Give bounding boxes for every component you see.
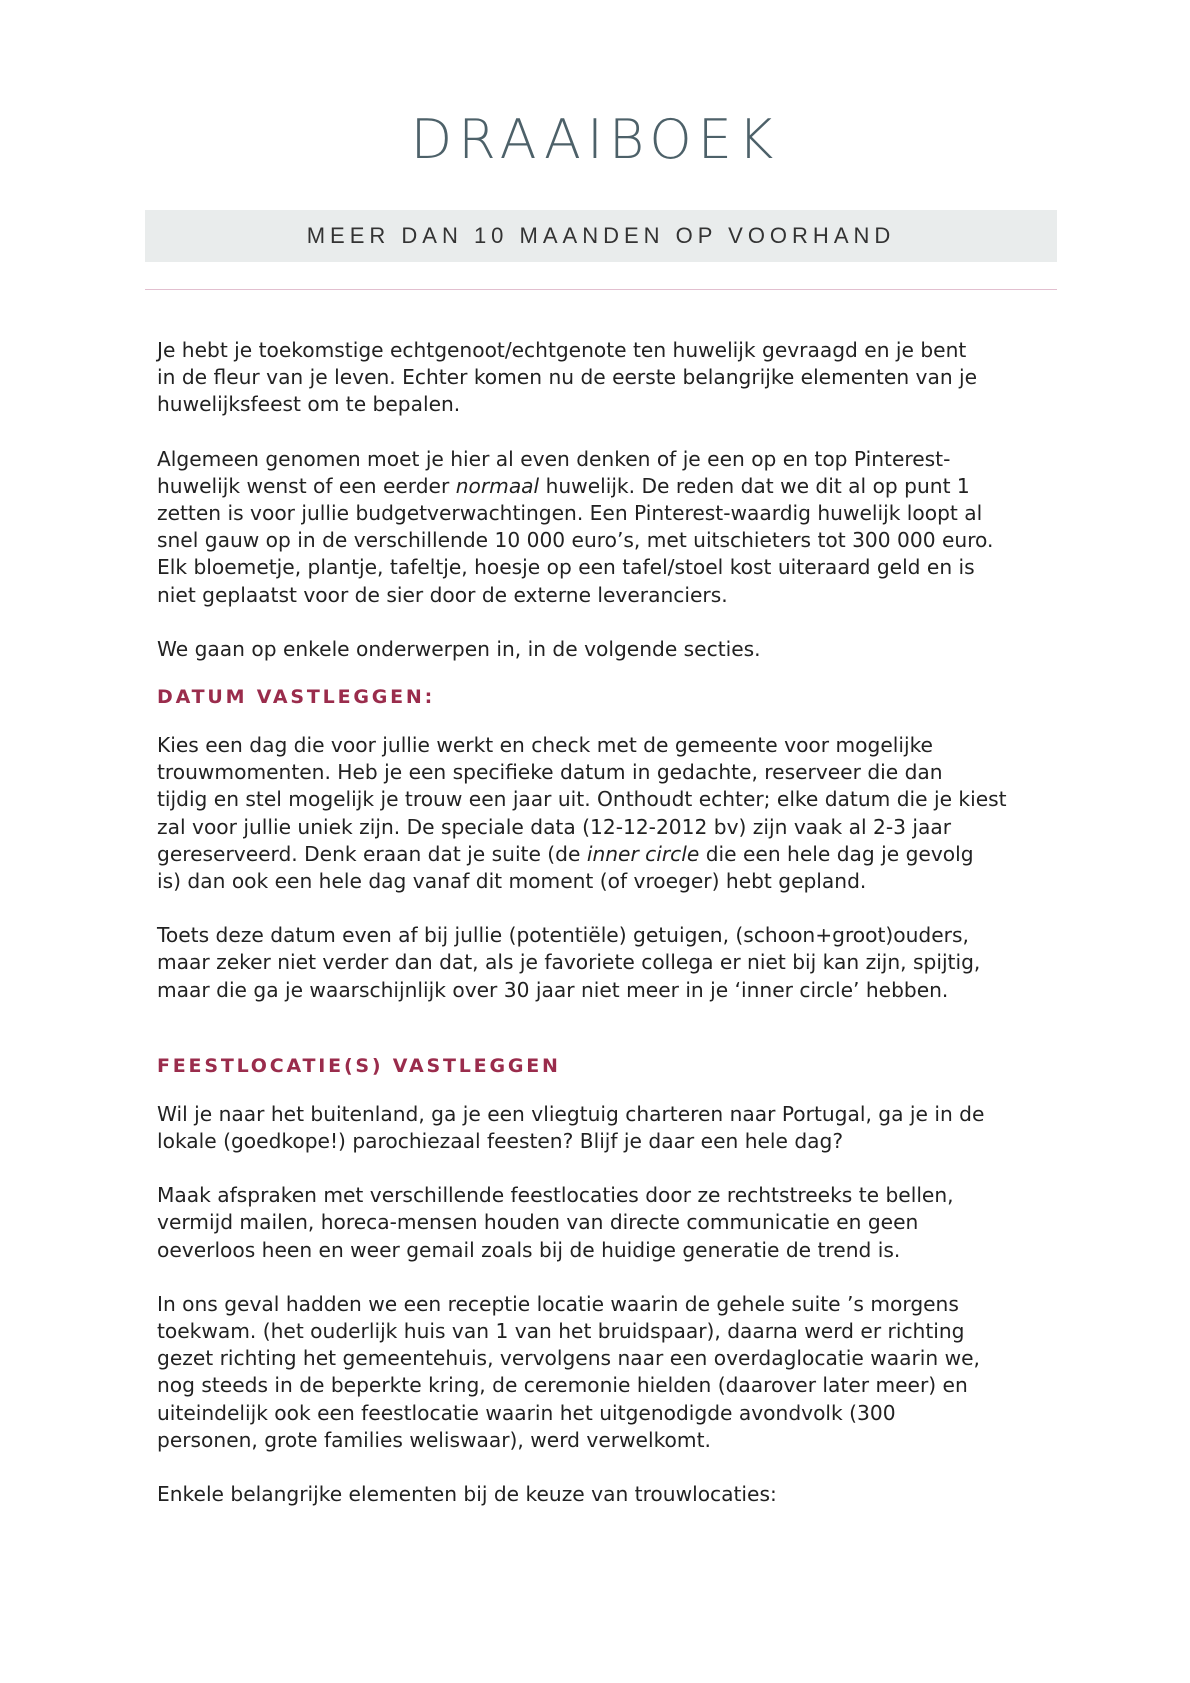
text-line: Wil je naar het buitenland, ga je een vliegtuig charteren naar Portugal, ga je in de <box>157 1101 985 1126</box>
text-line: tijdig en stel mogelijk je trouw een jaar uit. Onthoudt echter; elke datum die je kiest <box>157 787 1007 812</box>
text-line: nog steeds in de beperkte kring, de ceremonie hielden (daarover later meer) en <box>157 1373 968 1398</box>
text-line: in de fleur van je leven. Echter komen nu de eerste belangrijke elementen van je <box>157 365 978 390</box>
text-line: In ons geval hadden we een receptie locatie waarin de gehele suite ’s morgens <box>157 1291 959 1316</box>
text-line: trouwmomenten. Heb je een specifieke datum in gedachte, reserveer die dan <box>157 760 943 785</box>
text-line: huwelijksfeest om te bepalen. <box>157 392 461 417</box>
band-heading: MEER DAN 10 MAANDEN OP VOORHAND <box>306 223 896 248</box>
text-line: Maak afspraken met verschillende feestlocaties door ze rechtstreeks te bellen, <box>157 1183 954 1208</box>
text-line: uiteindelijk ook een feestlocatie waarin het uitgenodigde avondvolk (300 <box>157 1400 896 1425</box>
text-line: lokale (goedkope!) parochiezaal feesten? Blijf je daar een hele dag? <box>157 1129 844 1154</box>
text-line: Elk bloemetje, plantje, tafeltje, hoesje op een tafel/stoel kost uiteraard geld en is <box>157 555 975 580</box>
text-line: snel gauw op in de verschillende 10 000 euro’s, met uitschieters tot 300 000 euro. <box>157 528 994 553</box>
text-line: maar die ga je waarschijnlijk over 30 jaar niet meer in je ‘inner circle’ hebben. <box>157 977 949 1002</box>
date-paragraph-1 <box>157 732 1057 895</box>
text-line: Algemeen genomen moet je hier al even denken of je een op en top Pinterest- <box>157 446 951 471</box>
text-line: is) dan ook een hele dag vanaf dit moment (of vroeger) hebt gepland. <box>157 869 867 894</box>
date-paragraph-2 <box>157 922 1057 1004</box>
text-line: oeverloos heen en weer gemail zoals bij de huidige generatie de trend is. <box>157 1237 901 1262</box>
text-line: toekwam. (het ouderlijk huis van 1 van het bruidspaar), daarna werd er richting <box>157 1319 965 1344</box>
text-line: We gaan op enkele onderwerpen in, in de volgende secties. <box>157 636 761 661</box>
document-body <box>157 337 1057 1508</box>
text-line: personen, grote families weliswaar), werd verwelkomt. <box>157 1427 711 1452</box>
section-band <box>145 210 1057 262</box>
text-line: gereserveerd. Denk eraan dat je suite (de inner circle die een hele dag je gevolg <box>157 841 974 866</box>
intro-paragraph-3 <box>157 636 1057 663</box>
emphasis-text: normaal <box>455 473 540 498</box>
text-line: Je hebt je toekomstige echtgenoot/echtgenote ten huwelijk gevraagd en je bent <box>157 338 967 362</box>
intro-paragraph-2 <box>157 446 1057 609</box>
text-line: zetten is voor jullie budgetverwachtingen. Een Pinterest-waardig huwelijk loopt al <box>157 501 983 526</box>
emphasis-text: inner circle <box>586 841 700 866</box>
location-paragraph-4 <box>157 1481 1057 1508</box>
section-heading-location: FEESTLOCATIE(S) VASTLEGGEN <box>157 1054 561 1077</box>
text-line: maar zeker niet verder dan dat, als je favoriete collega er niet bij kan zijn, spijtig, <box>157 950 981 975</box>
text-line: vermijd mailen, horeca-mensen houden van directe communicatie en geen <box>157 1210 919 1235</box>
divider-line <box>145 289 1057 290</box>
text-line: Kies een dag die voor jullie werkt en check met de gemeente voor mogelijke <box>157 733 933 758</box>
intro-paragraph-1 <box>157 337 1057 419</box>
location-paragraph-2 <box>157 1182 1057 1264</box>
location-paragraph-1 <box>157 1101 1057 1155</box>
location-paragraph-3 <box>157 1291 1057 1454</box>
text-line: Toets deze datum even af bij jullie (potentiële) getuigen, (schoon+groot)ouders, <box>157 923 969 948</box>
section-heading-date: DATUM VASTLEGGEN: <box>157 686 436 709</box>
text-line: huwelijk wenst of een eerder normaal huwelijk. De reden dat we dit al op punt 1 <box>157 473 970 498</box>
text-line: niet geplaatst voor de sier door de externe leveranciers. <box>157 582 728 607</box>
text-line: zal voor jullie uniek zijn. De speciale data (12-12-2012 bv) zijn vaak al 2-3 jaar <box>157 814 952 839</box>
text-line: Enkele belangrijke elementen bij de keuze van trouwlocaties: <box>157 1482 777 1507</box>
text-line: gezet richting het gemeentehuis, vervolgens naar een overdaglocatie waarin we, <box>157 1346 980 1371</box>
document-title: DRAAIBOEK <box>410 108 780 171</box>
